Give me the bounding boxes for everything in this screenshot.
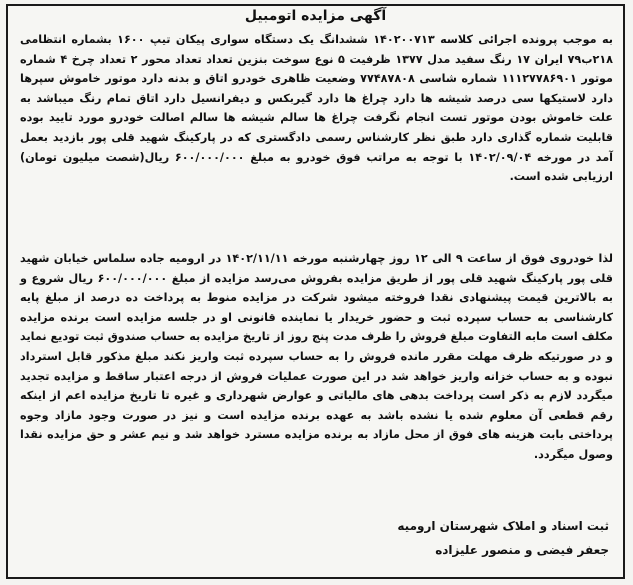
signature-office: ثبت اسناد و املاک شهرستان ارومیه [397, 519, 609, 533]
signature-names: جعفر فیضی و منصور علیزاده [435, 543, 609, 557]
notice-paragraph-1: به موجب پرونده اجرائی کلاسه ۱۴۰۲۰۰۷۱۳ ششدانگ یک دستگاه سواری پیکان تیپ ۱۶۰۰ بشماره انتظامی ۲۱۸ب۷۹ ایران ۱۷ رنگ سفید مدل ۱۳۷۷ ظرفیت ۵ نوع سوخت بنزین تعداد تعداد محور ۲ تعداد چرخ ۴ شماره موتور ۱۱۱۲۷۷۸۶۹۰۱ شماره شاسی ۷۷۴۸۷۸۰۸ وضعیت ظاهری خودرو اتاق و بدنه دارد موتور خاموش سپرها دارد لاستیکها سی درصد شیشه ها دارد چراغ ها دارد گیربکس و دیفرانسیل دارد اتاق تمام رنگ میباشد به علت خاموش بودن موتور تست انجام نگرفت چراغ ها سالم شیشه ها سالم اصالت خودرو مورد تایید بوده قابلیت شماره گذاری دارد طبق نظر کارشناس رسمی دادگستری که در پارکینگ شهید قلی پور بازدید بعمل آمد در مورخه ۱۴۰۲/۰۹/۰۴ با توجه به مراتب فوق خودرو به مبلغ ۶۰۰/۰۰۰/۰۰۰ ریال(شصت میلیون تومان) ارزیابی شده است. [20, 33, 614, 184]
notice-paragraph-2: لذا خودروی فوق از ساعت ۹ الی ۱۲ روز چهارشنبه مورخه ۱۴۰۲/۱۱/۱۱ در ارومیه جاده سلماس خیابان شهید قلی پور پارکینگ شهید قلی پور از طریق مزایده بفروش می‌رسد مزایده از مبلغ ۶۰۰/۰۰۰/۰۰۰ ریال شروع و به بالاترین قیمت پیشنهادی نقدا فروخته میشود شرکت در مزایده منوط به پرداخت ده درصد از مبلغ پایه کارشناسی به حساب سپرده ثبت و حضور خریدار یا نماینده قانونی او در جلسه مزایده است برنده مزایده مکلف است مابه التفاوت مبلغ فروش را ظرف مدت پنج روز از تاریخ مزایده به حساب صندوق ثبت تودیع نماید و در صورتیکه ظرف مهلت مقرر مانده فروش را به حساب سپرده ثبت واریز نکند مبلغ مذکور قابل استرداد نبوده و به حساب خزانه واریز خواهد شد در این صورت عملیات فروش از درجه اعتبار ساقط و مزایده تجدید میگردد لازم به ذکر است پرداخت بدهی های مالیاتی و عوارض شهرداری و غیره تا تاریخ مزایده اعم از اینکه رقم قطعی آن معلوم شده یا نشده باشد به عهده برنده مزایده است و نیز در صورت وجود مازاد وجوه پرداختی بابت هزینه های فوق از محل مازاد به برنده مزایده مسترد خواهد شد و نیم عشر و حق مزایده نقدا وصول میگردد. [20, 252, 614, 461]
notice-title: آگهی مزایده اتومبیل [244, 8, 387, 24]
notice-frame [6, 4, 625, 579]
